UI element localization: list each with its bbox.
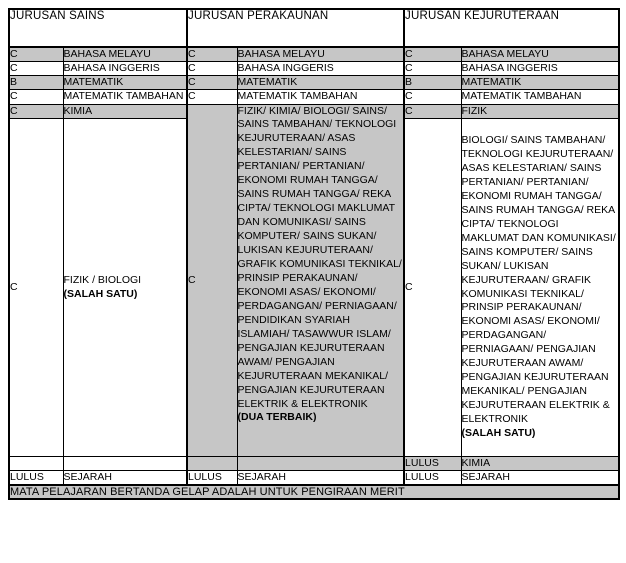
subject-cell: MATEMATIK TAMBAHAN (63, 90, 187, 104)
grade-cell: C (187, 90, 237, 104)
subject-cell: MATEMATIK TAMBAHAN (461, 90, 619, 104)
column-header-perakaunan: JURUSAN PERAKAUNAN (187, 9, 404, 47)
subject-cell: KIMIA (63, 104, 187, 118)
subject-cell: SEJARAH (63, 470, 187, 485)
spacer-cell (63, 456, 187, 470)
subject-cell: MATEMATIK (461, 76, 619, 90)
grade-cell: C (404, 90, 461, 104)
table-row-pass (9, 470, 619, 485)
table-row (9, 76, 619, 90)
entry-requirements-table (8, 8, 620, 500)
grade-cell: B (9, 76, 63, 90)
elective-subject-list: FIZIK / BIOLOGI (63, 273, 142, 286)
spacer-cell (237, 456, 404, 470)
grade-cell: C (187, 47, 237, 62)
subject-cell: BAHASA INGGERIS (461, 62, 619, 76)
subject-cell: BAHASA MELAYU (237, 47, 404, 62)
subject-cell: FIZIK (461, 104, 619, 118)
spacer-cell (187, 456, 237, 470)
column-header-sains: JURUSAN SAINS (9, 9, 187, 47)
elective-note: (SALAH SATU) (63, 287, 138, 300)
elective-note: (DUA TERBAIK) (237, 411, 317, 424)
elective-note: (SALAH SATU) (461, 427, 536, 440)
subject-cell: BAHASA MELAYU (63, 47, 187, 62)
grade-cell: C (9, 104, 63, 118)
grade-cell: C (9, 90, 63, 104)
footer-row (9, 485, 619, 499)
subject-cell: MATEMATIK TAMBAHAN (237, 90, 404, 104)
grade-cell: C (9, 47, 63, 62)
grade-cell: C (187, 62, 237, 76)
table-row (9, 104, 619, 118)
table-row (9, 90, 619, 104)
subject-cell: MATEMATIK (63, 76, 187, 90)
elective-subject-cell (237, 104, 404, 456)
elective-subject-cell (63, 118, 187, 456)
grade-cell: B (404, 76, 461, 90)
header-row (9, 9, 619, 47)
grade-cell: C (404, 62, 461, 76)
grade-cell: C (404, 47, 461, 62)
elective-grade-cell: C (404, 118, 461, 456)
grade-cell: LULUS (187, 470, 237, 485)
grade-cell: C (187, 76, 237, 90)
subject-cell: SEJARAH (461, 470, 619, 485)
grade-cell: C (9, 62, 63, 76)
elective-subject-list: FIZIK/ KIMIA/ BIOLOGI/ SAINS/ SAINS TAMBAHAN/ TEKNOLOGI KEJURUTERAAN/ ASAS KELESTARIAN/ SAINS PERTANIAN/ PERTANIAN/ EKONOMI RUMAH TANGGA/ SAINS RUMAH TANGGA/ REKA CIPTA/ TEKNOLOGI MAKLUMAT DAN KOMUNIKASI/ SAINS KOMPUTER/ SAINS SUKAN/ LUKISAN KEJURUTERAAN/ GRAFIK KOMUNIKASI TEKNIKAL/ PRINSIP PERAKAUNAN/ EKONOMI ASAS/ EKONOMI/ PERDAGANGAN/ PERNIAGAAN/ PENDIDIKAN SYARIAH ISLAMIAH/ TASAWWUR ISLAM/ PENGAJIAN KEJURUTERAAN AWAM/ PENGAJIAN KEJURUTERAAN MEKANIKAL/ PENGAJIAN KEJURUTERAAN ELEKTRIK & ELEKTRONIK (237, 104, 402, 410)
grade-cell: C (404, 104, 461, 118)
column-header-kejuruteraan: JURUSAN KEJURUTERAAN (404, 9, 619, 47)
subject-cell: MATEMATIK (237, 76, 404, 90)
subject-cell: SEJARAH (237, 470, 404, 485)
subject-cell: BAHASA INGGERIS (63, 62, 187, 76)
subject-cell: BAHASA MELAYU (461, 47, 619, 62)
spacer-cell (9, 456, 63, 470)
elective-subject-cell (461, 118, 619, 456)
table-row-extra (9, 456, 619, 470)
table-row (9, 62, 619, 76)
subject-cell: KIMIA (461, 456, 619, 470)
subject-cell: BAHASA INGGERIS (237, 62, 404, 76)
elective-subject-list: BIOLOGI/ SAINS TAMBAHAN/ TEKNOLOGI KEJURUTERAAN/ ASAS KELESTARIAN/ SAINS PERTANIAN/ PERTANIAN/ EKONOMI RUMAH TANGGA/ SAINS RUMAH TANGGA/ REKA CIPTA/ TEKNOLOGI MAKLUMAT DAN KOMUNIKASI/ SAINS KOMPUTER/ SAINS SUKAN/ LUKISAN KEJURUTERAAN/ GRAFIK KOMUNIKASI TEKNIKAL/ PRINSIP PERAKAUNAN/ EKONOMI ASAS/ EKONOMI/ PERDAGANGAN/ PERNIAGAAN/ PENGAJIAN KEJURUTERAAN AWAM/ PENGAJIAN KEJURUTERAAN MEKANIKAL/ PENGAJIAN KEJURUTERAAN ELEKTRIK & ELEKTRONIK (461, 134, 616, 426)
grade-cell: LULUS (9, 470, 63, 485)
elective-grade-cell: C (187, 104, 237, 456)
grade-cell: LULUS (404, 470, 461, 485)
table-row (9, 47, 619, 62)
table-body (9, 47, 619, 499)
merit-note: MATA PELAJARAN BERTANDA GELAP ADALAH UNTUK PENGIRAAN MERIT (9, 485, 619, 499)
table-header (9, 9, 619, 47)
grade-cell: LULUS (404, 456, 461, 470)
elective-grade-cell: C (9, 118, 63, 456)
